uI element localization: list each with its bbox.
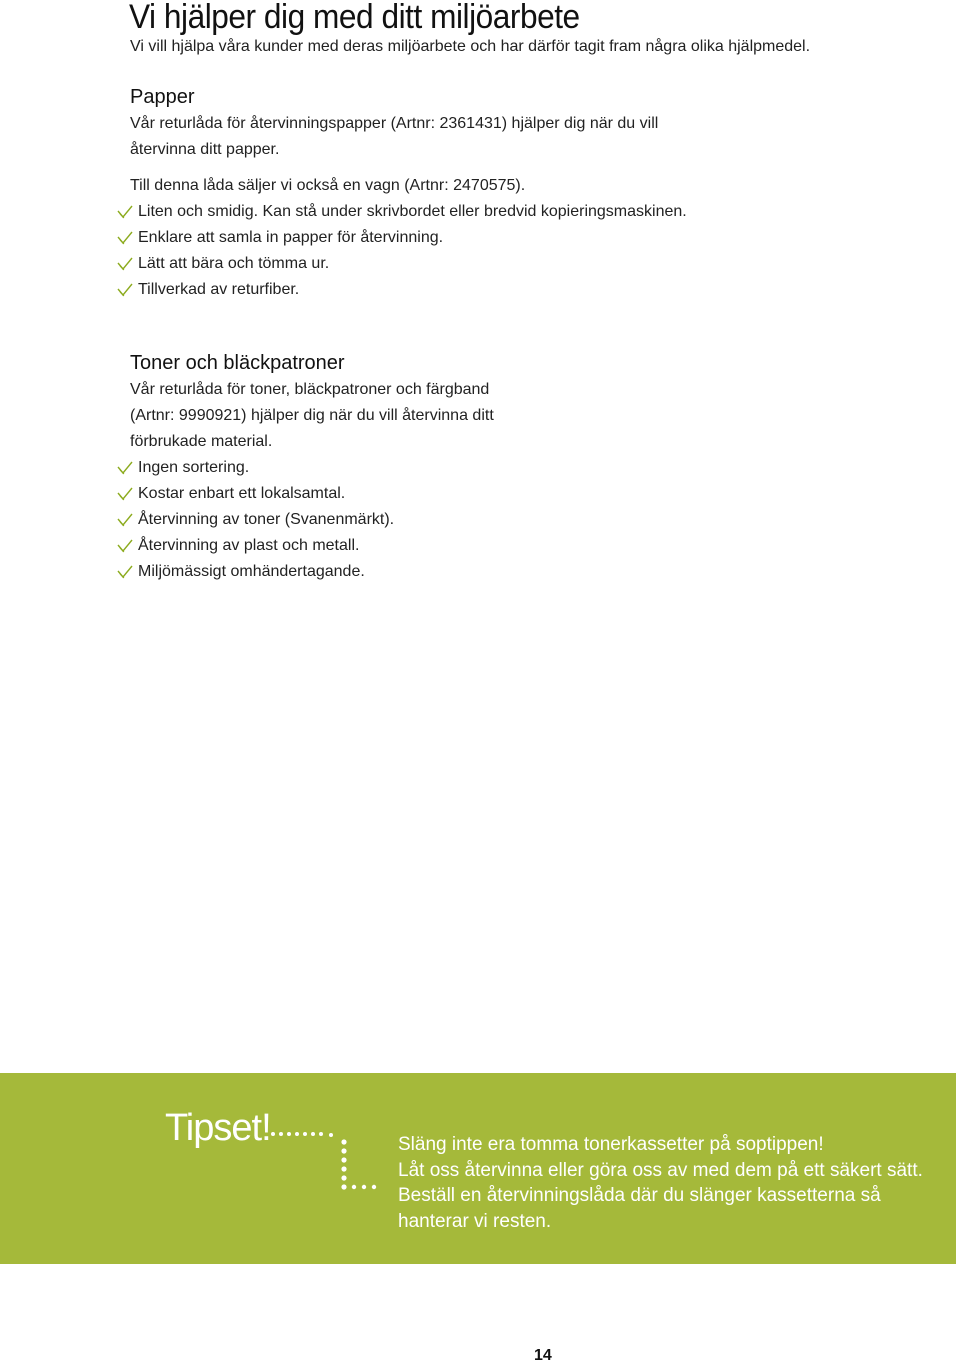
list-item: Kostar enbart ett lokalsamtal. (117, 481, 690, 507)
check-icon (117, 513, 133, 527)
section-toner (130, 352, 690, 585)
check-icon (117, 257, 133, 271)
list-item: Liten och smidig. Kan stå under skrivbordet eller bredvid kopieringsmaskinen. (117, 199, 690, 225)
page-title: Vi hjälper dig med ditt miljöarbete (129, 0, 580, 36)
check-icon (117, 539, 133, 553)
toner-bullet-list (130, 455, 690, 585)
check-icon (117, 565, 133, 579)
papper-paragraph-1: Vår returlåda för återvinningspapper (Artnr: 2361431) hjälper dig när du vill återvinna ditt papper. (130, 115, 659, 158)
toner-paragraph: Vår returlåda för toner, bläckpatroner och färgband (Artnr: 9990921) hjälper dig när du vill återvinna ditt förbrukade material. (130, 381, 494, 450)
section-heading-papper: Papper (130, 86, 195, 108)
intro-text: Vi vill hjälpa våra kunder med deras miljöarbete och har därför tagit fram några olika hjälpmedel. (130, 38, 811, 55)
tip-title: Tipset! (165, 1107, 271, 1149)
section-papper (130, 86, 690, 303)
papper-bullet-list (130, 199, 690, 303)
check-icon (117, 231, 133, 245)
check-icon (117, 461, 133, 475)
tip-text: Släng inte era tomma tonerkassetter på soptippen! Låt oss återvinna eller göra oss av med dem på ett säkert sätt. Beställ en återvinningslåda där du slänger kassetterna så hanterar vi resten. (398, 1134, 923, 1232)
list-item: Tillverkad av returfiber. (117, 277, 690, 303)
check-icon (117, 487, 133, 501)
papper-paragraph-2: Till denna låda säljer vi också en vagn (Artnr: 2470575). (130, 177, 526, 194)
list-item: Ingen sortering. (117, 455, 690, 481)
list-item: Miljömässigt omhändertagande. (117, 559, 690, 585)
section-heading-toner: Toner och bläckpatroner (130, 352, 345, 374)
list-item: Återvinning av toner (Svanenmärkt). (117, 507, 690, 533)
check-icon (117, 205, 133, 219)
list-item: Återvinning av plast och metall. (117, 533, 690, 559)
page-number: 14 (534, 1347, 552, 1364)
list-item: Enklare att samla in papper för återvinning. (117, 225, 690, 251)
list-item: Lätt att bära och tömma ur. (117, 251, 690, 277)
check-icon (117, 283, 133, 297)
dotted-connector-icon (268, 1130, 388, 1194)
